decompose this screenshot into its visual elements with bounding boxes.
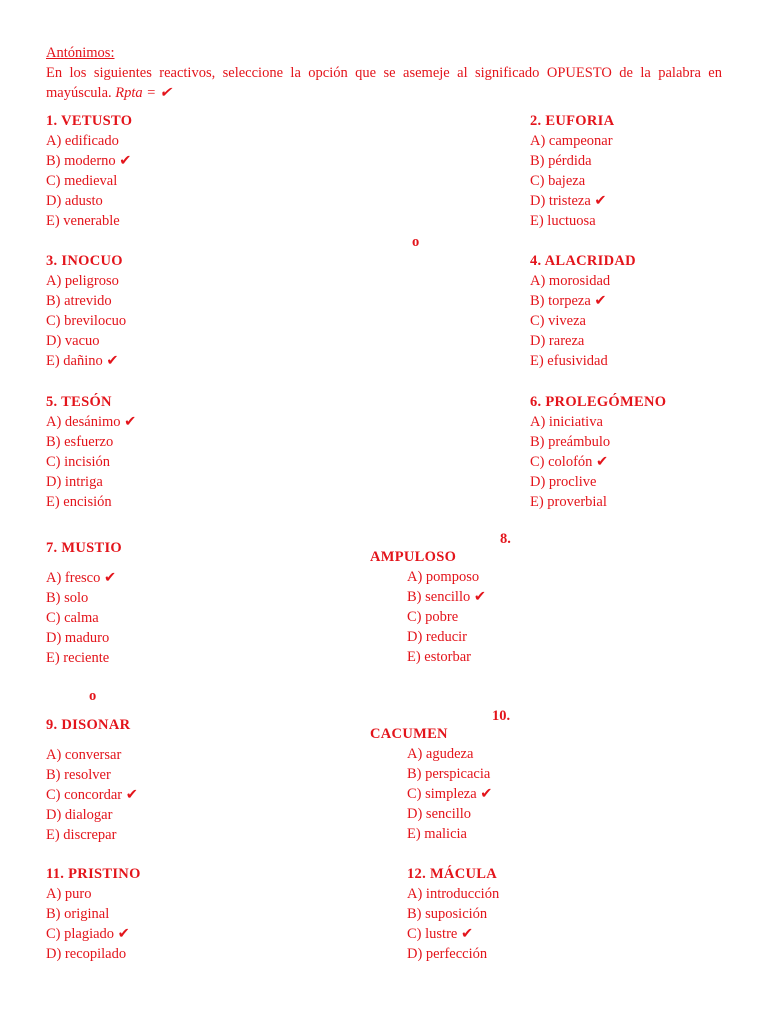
option: D) sencillo <box>407 806 472 822</box>
instructions <box>46 43 722 103</box>
option: B) suposición <box>407 906 488 922</box>
question-4 <box>530 251 636 371</box>
option: D) vacuo <box>46 333 100 349</box>
option: B) moderno ✔ <box>46 153 132 169</box>
option: B) pérdida <box>530 153 592 169</box>
question-title: 12. MÁCULA <box>407 866 497 882</box>
option: C) colofón ✔ <box>530 454 609 470</box>
option: E) luctuosa <box>530 213 596 229</box>
option: D) dialogar <box>46 807 113 823</box>
option: D) intriga <box>46 474 103 490</box>
question-6 <box>530 392 666 512</box>
option: A) campeonar <box>530 133 613 149</box>
question-title: 4. ALACRIDAD <box>530 253 636 269</box>
option: E) encisión <box>46 494 112 510</box>
question-title: 3. INOCUO <box>46 253 123 269</box>
option: E) proverbial <box>530 494 607 510</box>
question-title: 7. MUSTIO <box>46 540 123 556</box>
option: D) tristeza ✔ <box>530 193 607 209</box>
option: E) efusividad <box>530 353 608 369</box>
question-9 <box>46 715 138 845</box>
question-11 <box>46 864 141 964</box>
question-8-number: 8. <box>500 531 511 547</box>
option: B) torpeza ✔ <box>530 293 607 309</box>
option: C) brevilocuo <box>46 313 127 329</box>
answer-key-note: Rpta = ✔ <box>115 85 172 101</box>
option: C) lustre ✔ <box>407 926 474 942</box>
option: D) reducir <box>407 629 467 645</box>
option: E) dañino ✔ <box>46 353 119 369</box>
option: C) plagiado ✔ <box>46 926 130 942</box>
option: A) agudeza <box>407 746 474 762</box>
separator-o: o <box>412 234 420 250</box>
option: C) calma <box>46 610 99 626</box>
option: B) esfuerzo <box>46 434 114 450</box>
option: A) iniciativa <box>530 414 603 430</box>
option: B) solo <box>46 590 89 606</box>
question-10-title: CACUMEN <box>370 726 448 742</box>
question-8 <box>407 567 486 667</box>
separator-o: o <box>89 688 97 704</box>
question-1 <box>46 111 132 231</box>
option: D) adusto <box>46 193 103 209</box>
option: C) viveza <box>530 313 586 329</box>
option: D) rareza <box>530 333 585 349</box>
option: B) sencillo ✔ <box>407 589 486 605</box>
option: A) introducción <box>407 886 500 902</box>
question-10-number: 10. <box>492 708 511 724</box>
question-7 <box>46 538 122 668</box>
option: C) bajeza <box>530 173 586 189</box>
option: E) discrepar <box>46 827 117 843</box>
question-title: 9. DISONAR <box>46 717 131 733</box>
option: B) atrevido <box>46 293 112 309</box>
question-5 <box>46 392 136 512</box>
option: D) perfección <box>407 946 488 962</box>
option: C) concordar ✔ <box>46 787 138 803</box>
option: A) edificado <box>46 133 119 149</box>
question-title: 5. TESÓN <box>46 394 112 410</box>
option: A) conversar <box>46 747 122 763</box>
instructions-body: En los siguientes reactivos, seleccione la opción que se asemeje al significado OPUESTO de la palabra en mayúscula. <box>46 65 722 101</box>
question-10 <box>407 744 492 844</box>
question-title: 1. VETUSTO <box>46 113 133 129</box>
option: D) recopilado <box>46 946 127 962</box>
option: E) malicia <box>407 826 467 842</box>
option: B) original <box>46 906 110 922</box>
option: B) perspicacia <box>407 766 491 782</box>
option: C) incisión <box>46 454 111 470</box>
instructions-text <box>46 63 722 103</box>
option: A) peligroso <box>46 273 119 289</box>
question-title: 2. EUFORIA <box>530 113 615 129</box>
option: D) maduro <box>46 630 110 646</box>
option: A) pomposo <box>407 569 480 585</box>
question-8-title: AMPULOSO <box>370 549 457 565</box>
option: E) venerable <box>46 213 120 229</box>
option: A) morosidad <box>530 273 611 289</box>
option: C) simpleza ✔ <box>407 786 493 802</box>
option: E) estorbar <box>407 649 472 665</box>
option: E) reciente <box>46 650 110 666</box>
question-12 <box>407 864 499 964</box>
option: B) preámbulo <box>530 434 611 450</box>
option: A) puro <box>46 886 92 902</box>
question-title: 11. PRISTINO <box>46 866 141 882</box>
question-2 <box>530 111 614 231</box>
option: A) fresco ✔ <box>46 570 117 586</box>
section-heading: Antónimos: <box>46 45 115 61</box>
option: B) resolver <box>46 767 111 783</box>
option: C) medieval <box>46 173 118 189</box>
option: C) pobre <box>407 609 459 625</box>
option: D) proclive <box>530 474 597 490</box>
question-3 <box>46 251 126 371</box>
option: A) desánimo ✔ <box>46 414 137 430</box>
question-title: 6. PROLEGÓMENO <box>530 394 667 410</box>
